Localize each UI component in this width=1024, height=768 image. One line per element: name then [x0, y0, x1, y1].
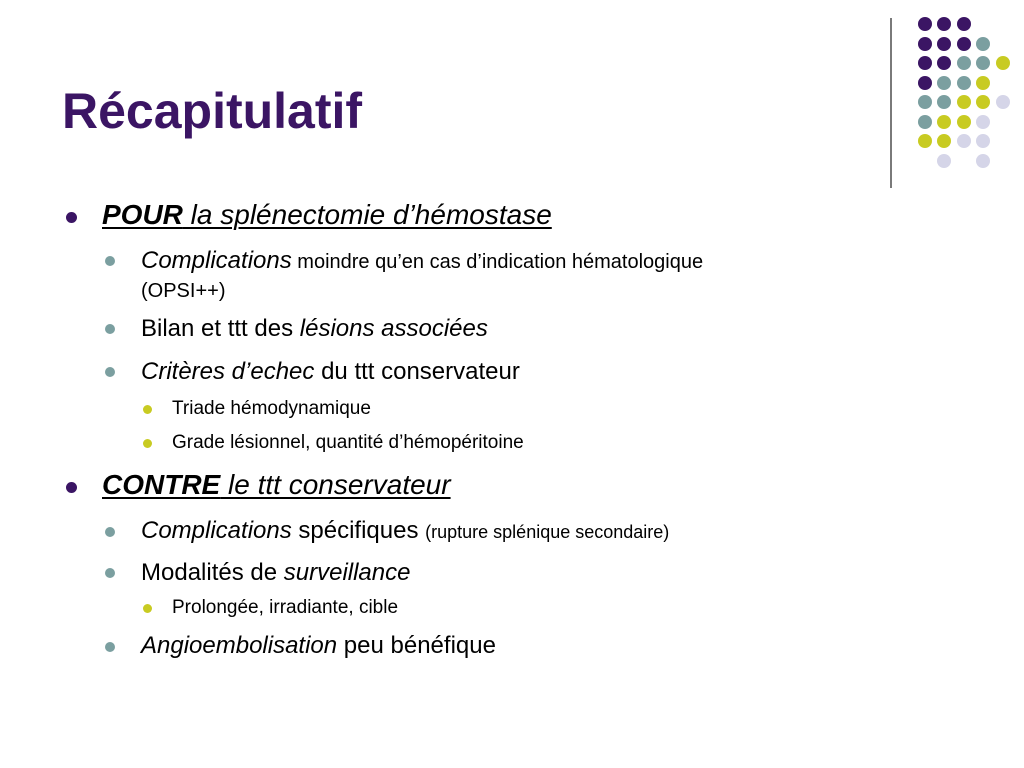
item-bilan — [141, 315, 488, 343]
item-complications-contre — [141, 517, 669, 545]
complications-contre-label: Complications — [141, 517, 292, 544]
bullet-level1-icon — [66, 212, 77, 223]
complications-contre-text: spécifiques — [291, 517, 426, 544]
bilan-text: Bilan et ttt des — [141, 315, 300, 342]
complications-label: Complications — [141, 247, 292, 274]
bullet-level2-icon — [105, 527, 115, 537]
bullet-level2-icon — [105, 324, 115, 334]
criteres-italic: Critères d’echec — [141, 358, 315, 385]
bilan-italic: lésions associées — [299, 315, 488, 342]
bullet-contre — [102, 469, 451, 501]
subitem-grade: Grade lésionnel, quantité d’hémopéritoine — [172, 432, 524, 453]
item-complications-pour — [141, 247, 703, 275]
pour-text: la splénectomie d’hémostase — [182, 199, 552, 230]
bullet-level3-icon — [143, 405, 152, 414]
complications-contre-note: (rupture splénique secondaire) — [425, 522, 670, 542]
item-modalites — [141, 559, 410, 587]
bullet-level2-icon — [105, 568, 115, 578]
bullet-level2-icon — [105, 642, 115, 652]
slide-title: Récapitulatif — [62, 83, 363, 139]
item-angio — [141, 632, 496, 660]
contre-keyword: CONTRE — [102, 469, 221, 500]
bullet-level3-icon — [143, 439, 152, 448]
modalites-italic: surveillance — [283, 559, 411, 586]
modalites-text: Modalités de — [141, 559, 284, 586]
complications-text: moindre qu’en cas d’indication hématologique — [291, 251, 704, 273]
bullet-level1-icon — [66, 482, 77, 493]
criteres-text: du ttt conservateur — [314, 358, 520, 385]
angio-text: peu bénéfique — [337, 632, 496, 659]
subitem-triade: Triade hémodynamique — [172, 398, 371, 419]
angio-italic: Angioembolisation — [141, 632, 338, 659]
bullet-pour — [102, 199, 552, 231]
item-criteres — [141, 358, 520, 386]
bullet-level2-icon — [105, 256, 115, 266]
subitem-prolongee: Prolongée, irradiante, cible — [172, 597, 399, 618]
pour-keyword: POUR — [102, 199, 183, 230]
contre-text: le ttt conservateur — [220, 469, 451, 500]
item-complications-cont: (OPSI++) — [141, 280, 226, 302]
bullet-level2-icon — [105, 367, 115, 377]
bullet-level3-icon — [143, 604, 152, 613]
